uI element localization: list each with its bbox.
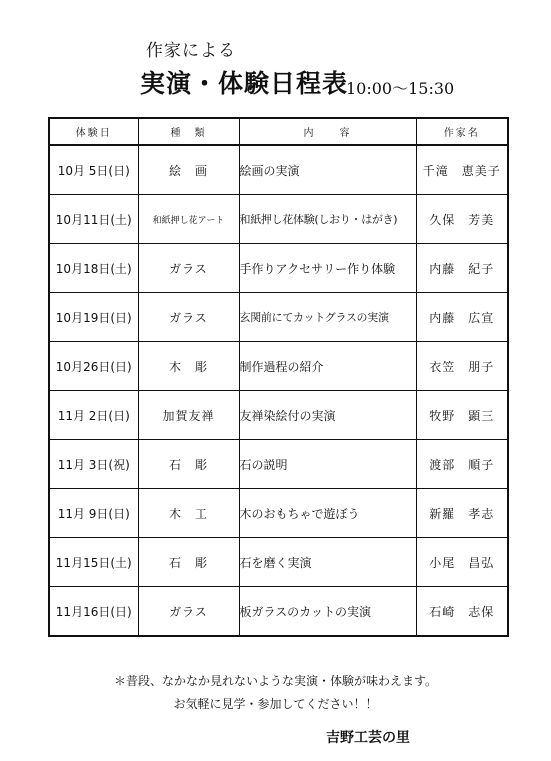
row-date: 10月26日(日) [49, 342, 138, 391]
row-kind: 石 彫 [138, 440, 239, 489]
row-artist: 新羅 孝志 [416, 489, 508, 538]
row-content: 玄関前にてカットグラスの実演 [239, 293, 416, 342]
table-row [49, 293, 508, 342]
invitation-text: お気軽に見学・参加してください！！ [173, 697, 378, 711]
row-content: 和紙押し花体験(しおり・はがき) [239, 195, 416, 244]
row-date: 10月 5日(日) [49, 145, 138, 195]
table-row [49, 440, 508, 489]
row-artist: 内藤 広宣 [416, 293, 508, 342]
schedule-table [48, 117, 509, 637]
row-artist: 内藤 紀子 [416, 244, 508, 293]
row-content: 手作りアクセサリー作り体験 [239, 244, 416, 293]
table-row [49, 587, 508, 637]
note-text: ＊普段、なかなか見れないような実演・体験が味わえます。 [113, 674, 438, 688]
row-kind: 和紙押し花アート [138, 195, 239, 244]
table-row [49, 538, 508, 587]
row-date: 10月11日(土) [49, 195, 138, 244]
column-header-kind: 種 類 [138, 118, 239, 145]
row-kind: 木 工 [138, 489, 239, 538]
page-title: 実演・体験日程表 [140, 69, 349, 98]
row-kind: ガラス [138, 293, 239, 342]
row-artist: 渡部 順子 [416, 440, 508, 489]
organization-name: 吉野工芸の里 [326, 730, 410, 746]
row-date: 11月16日(日) [49, 587, 138, 637]
row-date: 11月 3日(祝) [49, 440, 138, 489]
row-date: 10月19日(日) [49, 293, 138, 342]
row-kind: ガラス [138, 587, 239, 637]
row-artist: 千滝 恵美子 [416, 145, 508, 195]
row-content: 石を磨く実演 [239, 538, 416, 587]
column-header-date: 体験日 [49, 118, 138, 145]
row-content: 板ガラスのカットの実演 [239, 587, 416, 637]
row-date: 11月 2日(日) [49, 391, 138, 440]
row-artist: 牧野 顕三 [416, 391, 508, 440]
row-kind: 木 彫 [138, 342, 239, 391]
row-artist: 小尾 昌弘 [416, 538, 508, 587]
row-artist: 久保 芳美 [416, 195, 508, 244]
row-date: 10月18日(土) [49, 244, 138, 293]
row-content: 絵画の実演 [239, 145, 416, 195]
row-content: 石の説明 [239, 440, 416, 489]
row-kind: 石 彫 [138, 538, 239, 587]
row-content: 友禅染絵付の実演 [239, 391, 416, 440]
row-date: 11月 9日(日) [49, 489, 138, 538]
table-row [49, 145, 508, 195]
row-artist: 石崎 志保 [416, 587, 508, 637]
row-kind: 絵 画 [138, 145, 239, 195]
table-row [49, 342, 508, 391]
column-header-artist: 作家名 [416, 118, 508, 145]
column-header-content: 内 容 [239, 118, 416, 145]
row-content: 木のおもちゃで遊ぼう [239, 489, 416, 538]
row-date: 11月15日(土) [49, 538, 138, 587]
opening-hours: 10:00～15:30 [346, 79, 455, 98]
table-header-row [49, 118, 508, 145]
page-subtitle: 作家による [146, 41, 236, 61]
row-kind: ガラス [138, 244, 239, 293]
table-row [49, 244, 508, 293]
table-row [49, 195, 508, 244]
row-kind: 加賀友禅 [138, 391, 239, 440]
table-row [49, 391, 508, 440]
table-row [49, 489, 508, 538]
row-content: 制作過程の紹介 [239, 342, 416, 391]
row-artist: 衣笠 朋子 [416, 342, 508, 391]
